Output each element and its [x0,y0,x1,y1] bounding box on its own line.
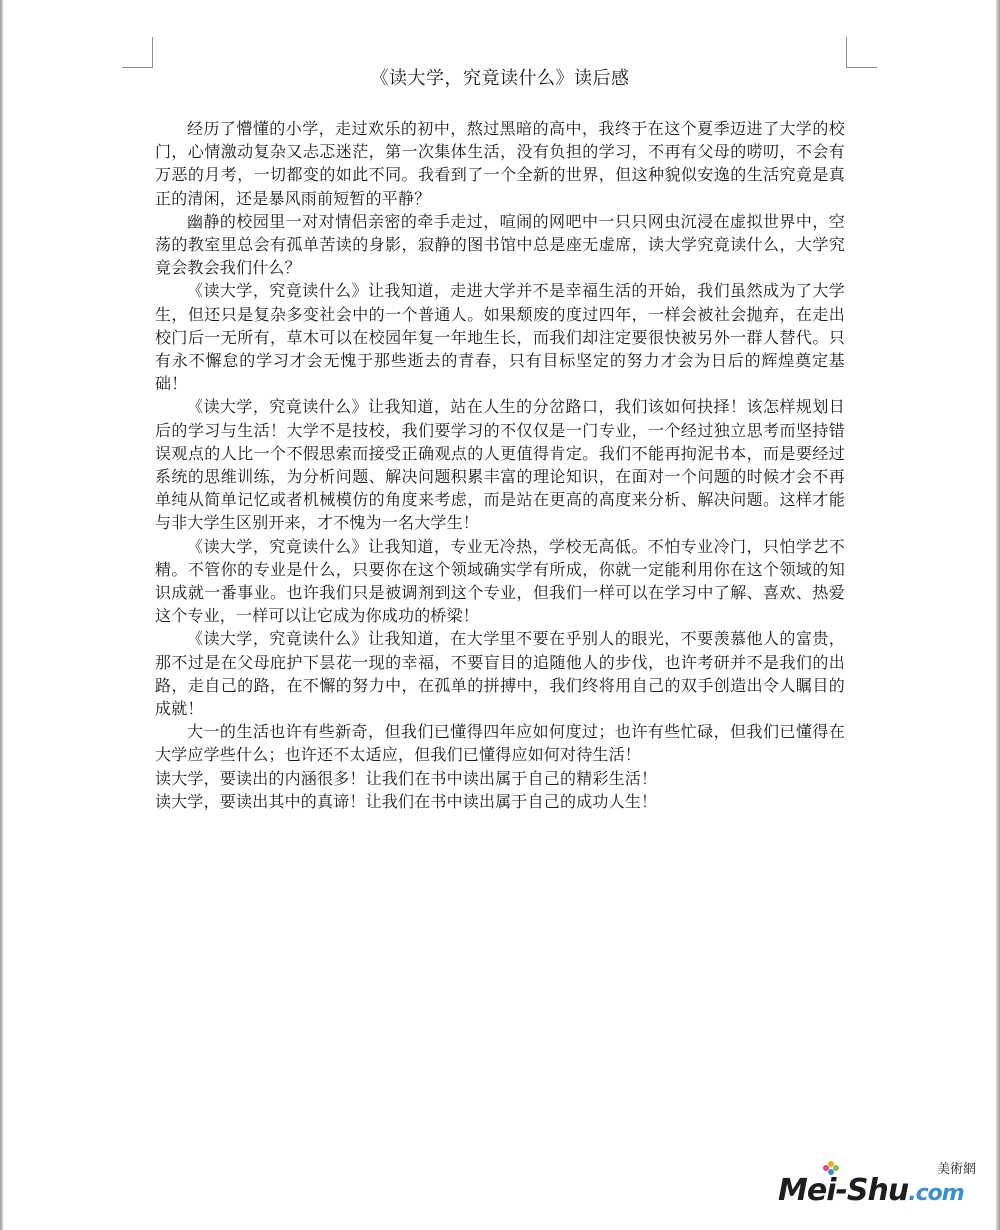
paragraph: 《读大学，究竟读什么》让我知道，专业无冷热，学校无高低。不怕专业冷门，只怕学艺不精。不管你的专业是什么，只要你在这个领域确实学有所成，你就一定能利用你在这个领域的知识成就一番事业。也许我们只是被调剂到这个专业，但我们一样可以在学习中了解、喜欢、热爱这个专业，一样可以让它成为你成功的桥梁！ [155,536,845,626]
paragraph: 大一的生活也许有些新奇，但我们已懂得四年应如何度过；也许有些忙碌，但我们已懂得在大学应学些什么；也许还不太适应，但我们已懂得应如何对待生活！ [155,722,845,765]
watermark-brand-suffix: .com [908,1181,964,1206]
paragraph: 经历了懵懂的小学，走过欢乐的初中，熬过黑暗的高中，我终于在这个夏季迈进了大学的校门，心情激动复杂又忐忑迷茫，第一次集体生活，没有负担的学习，不再有父母的唠叨，不会有万恶的月考，一切都变的如此不同。我看到了一个全新的世界，但这种貌似安逸的生活究竟是真正的清闲，还是暴风雨前短暂的平静？ [155,119,845,208]
margin-corner-top-left [122,37,153,68]
paragraph: 读大学，要读出其中的真谛！让我们在书中读出属于自己的成功人生！ [155,791,658,811]
watermark-brand [778,1173,964,1208]
watermark-brand-main: Mei-Shu [778,1173,909,1208]
document-title: 《读大学，究竟读什么》读后感 [370,68,630,89]
paragraph: 《读大学，究竟读什么》让我知道，在大学里不要在乎别人的眼光，不要羡慕他人的富贵，那不过是在父母庇护下昙花一现的幸福，不要盲目的追随他人的步伐，也许考研并不是我们的出路，走自己的路，在不懈的努力中，在孤单的拼搏中，我们终将用自己的双手创造出令人瞩目的成就！ [155,629,845,719]
page-edge-left [0,0,3,1230]
watermark-logo [778,1158,978,1208]
page-edge-right [996,0,1000,1230]
paragraph: 读大学，要读出的内涵很多！让我们在书中读出属于自己的精彩生活！ [155,768,658,788]
watermark-chinese-name: 美術網 [936,1162,976,1177]
margin-corner-top-right [846,37,877,68]
paragraph: 《读大学，究竟读什么》让我知道，站在人生的分岔路口，我们该如何抉择！该怎样规划日后的学习与生活！大学不是技校，我们要学习的不仅仅是一门专业，一个经过独立思考而坚持错误观点的人比一个不假思索而接受正确观点的人更值得肯定。我们不能再拘泥书本，而是要经过系统的思维训练，为分析问题、解决问题积累丰富的理论知识，在面对一个问题的时候才会不再单纯从简单记忆或者机械模仿的角度来考虑，而是站在更高的高度来分析、解决问题。这样才能与非大学生区别开来，才不愧为一名大学生！ [155,397,845,533]
paragraph: 《读大学，究竟读什么》让我知道，走进大学并不是幸福生活的开始，我们虽然成为了大学生，但还只是复杂多变社会中的一个普通人。如果颓废的度过四年，一样会被社会抛弃，在走出校门后一无所有，草木可以在校园年复一年地生长，而我们却注定要很快被另外一群人替代。只有永不懈怠的学习才会无愧于那些逝去的青春，只有目标坚定的努力才会为日后的辉煌奠定基础！ [155,281,845,394]
paragraph: 幽静的校园里一对对情侣亲密的牵手走过，喧闹的网吧中一只只网虫沉浸在虚拟世界中，空荡的教室里总会有孤单苦读的身影，寂静的图书馆中总是座无虚席，读大学究竟读什么，大学究竟会教会我们什么？ [155,211,845,278]
document-body [155,117,845,813]
